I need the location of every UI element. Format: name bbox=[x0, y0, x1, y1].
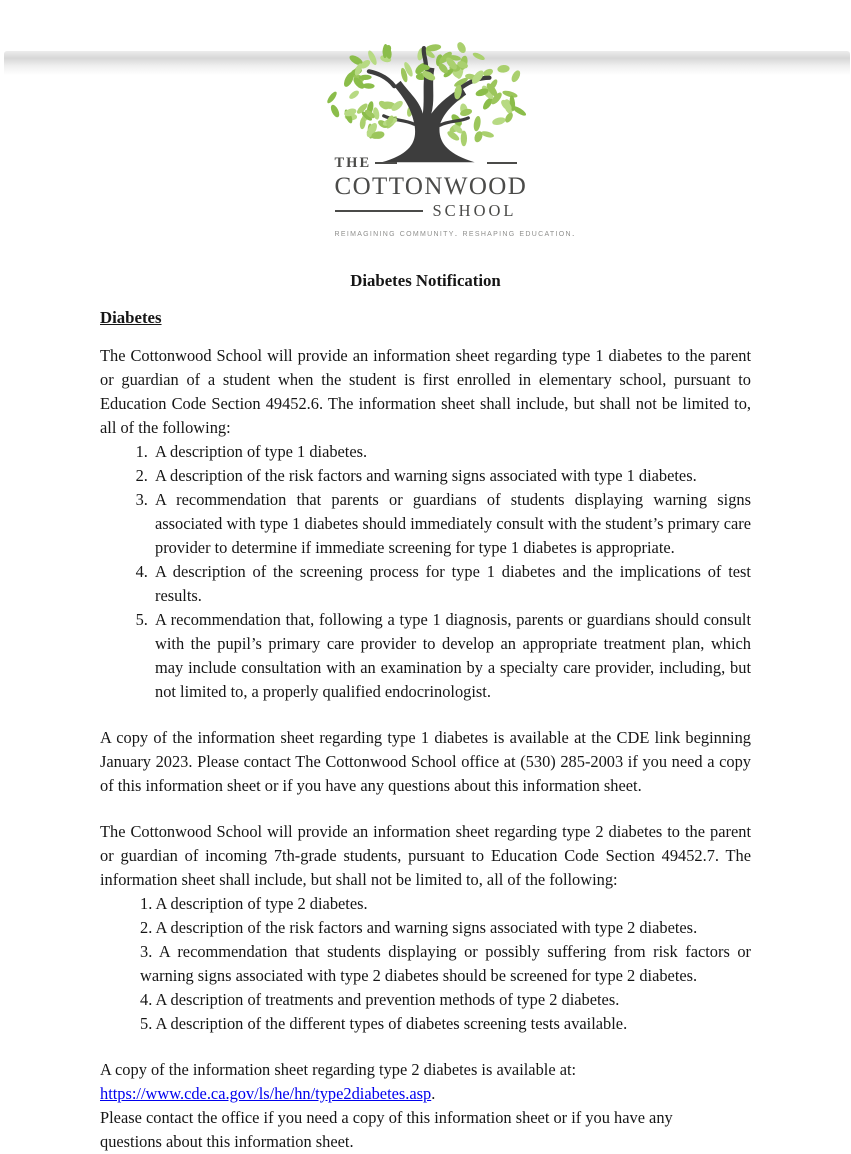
list-item: 1. A description of type 1 diabetes. bbox=[152, 440, 751, 464]
type2-requirements-list bbox=[100, 892, 751, 1036]
list-item: 3. A recommendation that students displaying or possibly suffering from risk factors or warning signs associated with type 2 diabetes should be screened for type 2 diabetes. bbox=[140, 942, 751, 985]
logo-dash-left bbox=[375, 162, 397, 164]
logo-tagline: reimagining community. reshaping education. bbox=[334, 228, 576, 239]
list-item: 2. A description of the risk factors and warning signs associated with type 2 diabetes. bbox=[140, 918, 698, 937]
logo-word-the: THE bbox=[334, 154, 372, 171]
list-item: 1. A description of type 2 diabetes. bbox=[140, 894, 368, 913]
list-item: 4. A description of treatments and prevention methods of type 2 diabetes. bbox=[140, 990, 620, 1009]
type1-intro-paragraph: The Cottonwood School will provide an information sheet regarding type 1 diabetes to the parent or guardian of a student when the student is first enrolled in elementary school, pursuant to Education Code Section 49452.6. The information sheet shall include, but shall not be limited to, all of the following: bbox=[100, 346, 751, 437]
logo-word-cottonwood: COTTONWOOD bbox=[334, 173, 528, 200]
type2-contact-line2: questions about this information sheet. bbox=[100, 1132, 354, 1151]
list-item: 2. A description of the risk factors and warning signs associated with type 1 diabetes. bbox=[152, 464, 751, 488]
school-logo bbox=[334, 46, 576, 239]
type2-availability-intro: A copy of the information sheet regarding type 2 diabetes is available at: bbox=[100, 1060, 577, 1079]
list-item: 4. A description of the screening process for type 1 diabetes and the implications of test results. bbox=[152, 560, 751, 608]
type1-requirements-list bbox=[100, 440, 751, 704]
letter-body bbox=[0, 271, 851, 1154]
logo-wordmark-row-school bbox=[335, 201, 517, 221]
type1-availability-paragraph: A copy of the information sheet regarding type 1 diabetes is available at the CDE link beginning January 2023. Please contact The Cottonwood School office at (530) 285-2003 if you need a copy of this information sheet or if you have any questions about this information sheet. bbox=[100, 728, 751, 795]
type2-availability-paragraph bbox=[100, 1058, 751, 1154]
cde-type2-diabetes-link[interactable]: https://www.cde.ca.gov/ls/he/hn/type2diabetes.asp bbox=[100, 1084, 432, 1103]
list-item: 3. A recommendation that parents or guardians of students displaying warning signs associated with type 1 diabetes should immediately consult with the student’s primary care provider to determine if immediate screening for type 1 diabetes is appropriate. bbox=[152, 488, 751, 560]
type2-contact-line1: Please contact the office if you need a copy of this information sheet or if you have any bbox=[100, 1108, 673, 1127]
type2-intro-paragraph: The Cottonwood School will provide an information sheet regarding type 2 diabetes to the parent or guardian of incoming 7th-grade students, pursuant to Education Code Section 49452.7. The information sheet shall include, but shall not be limited to, all of the following: bbox=[100, 822, 751, 889]
link-period: . bbox=[431, 1084, 436, 1103]
logo-word-school: SCHOOL bbox=[432, 201, 517, 220]
document-page bbox=[0, 46, 851, 1151]
document-title: Diabetes Notification bbox=[350, 271, 501, 290]
list-item: 5. A recommendation that, following a type 1 diagnosis, parents or guardians should consult with the pupil’s primary care provider to develop an appropriate treatment plan, which may include consultation with an examination by a specialty care provider, including, but not limited to, a properly qualified endocrinologist. bbox=[152, 608, 751, 704]
logo-dash-right bbox=[487, 162, 517, 164]
logo-rule bbox=[335, 210, 424, 212]
section-heading-diabetes: Diabetes bbox=[100, 308, 162, 327]
list-item: 5. A description of the different types of diabetes screening tests available. bbox=[140, 1014, 628, 1033]
